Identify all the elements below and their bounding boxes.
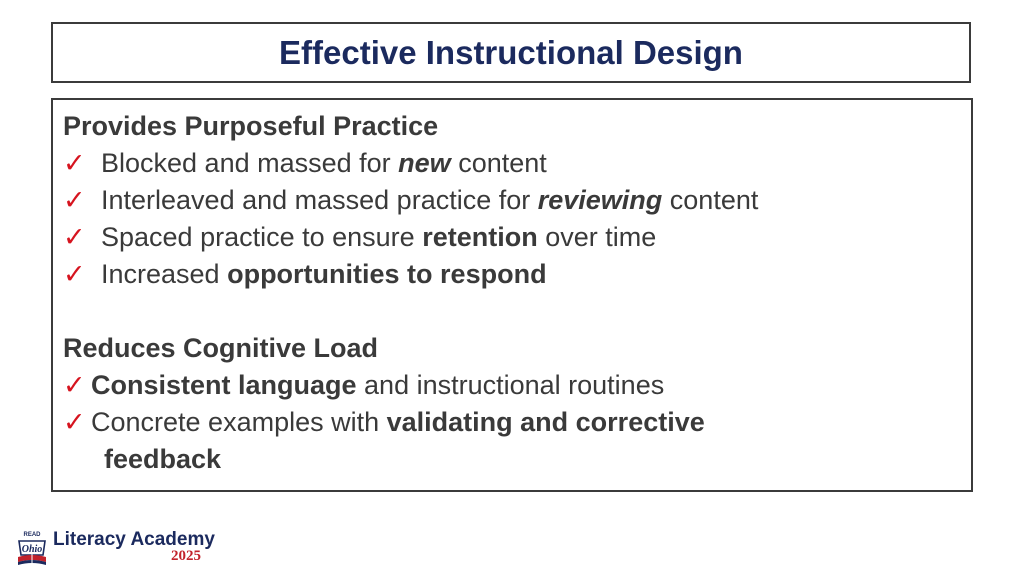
checkmark-icon: ✓ (63, 259, 86, 289)
checkmark-icon: ✓ (63, 370, 86, 400)
section-heading-practice: Provides Purposeful Practice (63, 111, 439, 141)
checkmark-icon: ✓ (63, 185, 86, 215)
spacer (63, 293, 971, 330)
logo-year: 2025 (171, 548, 201, 564)
list-item: ✓ Interleaved and massed practice for reviewing content (63, 182, 971, 219)
list-item: ✓ Blocked and massed for new content (63, 145, 971, 182)
slide-title: Effective Instructional Design (279, 33, 743, 71)
logo-name: Literacy Academy (53, 529, 215, 550)
checkmark-icon: ✓ (63, 148, 86, 178)
section-heading-cognitive-load: Reduces Cognitive Load (63, 333, 379, 363)
svg-text:Ohio: Ohio (21, 544, 43, 555)
list-item-continuation: feedback (104, 444, 222, 474)
title-box (51, 22, 971, 83)
list-item: ✓ Consistent language and instructional routines (63, 367, 971, 404)
checkmark-icon: ✓ (63, 222, 86, 252)
logo-text (53, 529, 215, 569)
list-item: ✓ Increased opportunities to respond (63, 256, 971, 293)
ohio-book-logo-icon (15, 529, 49, 569)
content-box (51, 98, 973, 492)
list-item: ✓ Concrete examples with validating and corrective (63, 404, 971, 441)
checkmark-icon: ✓ (63, 407, 86, 437)
svg-text:READ: READ (23, 532, 41, 538)
literacy-academy-logo (15, 528, 225, 570)
list-item: ✓ Spaced practice to ensure retention over time (63, 219, 971, 256)
